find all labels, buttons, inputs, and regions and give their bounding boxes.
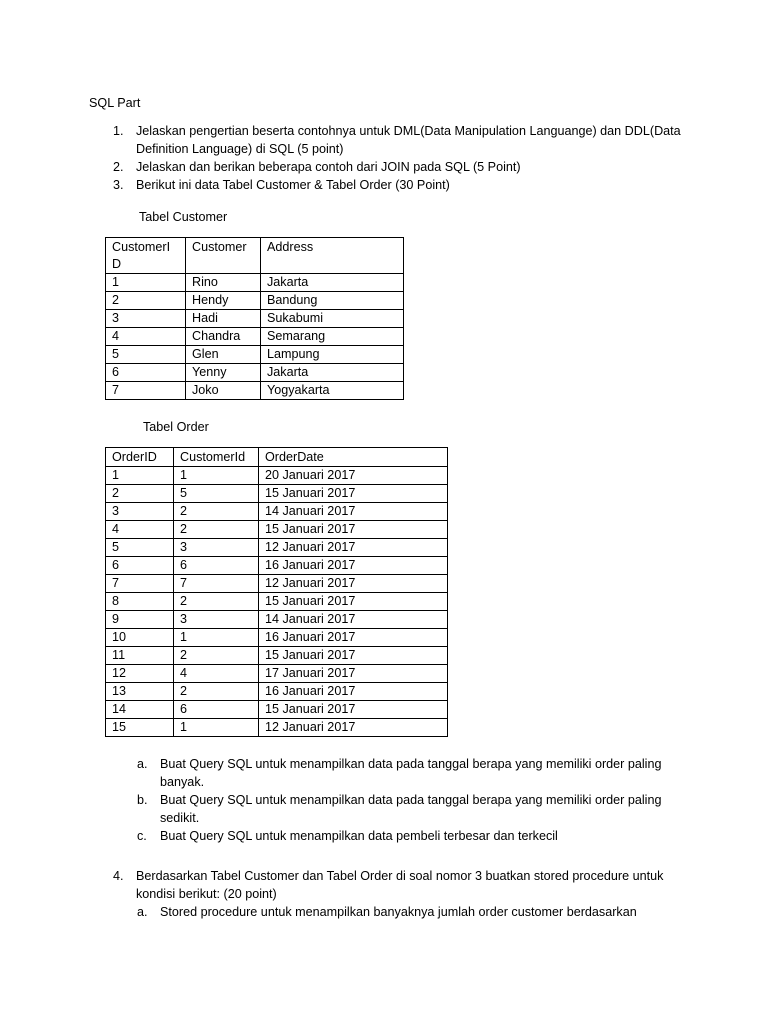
cell-customerid: 2 (174, 503, 259, 521)
cell-orderdate: 17 Januari 2017 (259, 665, 448, 683)
header-cell-orderdate: OrderDate (259, 448, 448, 467)
cell-customer: Hadi (186, 310, 261, 328)
table-header-row (106, 238, 404, 274)
cell-orderid: 2 (106, 485, 174, 503)
question-text: Jelaskan pengertian beserta contohnya untuk DML(Data Manipulation Languange) dan DDL(Data Definition Language) di SQL (5 point) (136, 124, 681, 156)
question-item (113, 158, 693, 176)
cell-customerid: 1 (174, 719, 259, 737)
question-text: Jelaskan dan berikan beberapa contoh dari JOIN pada SQL (5 Point) (136, 160, 521, 174)
cell-customerid: 6 (106, 364, 186, 382)
cell-customerid: 6 (174, 557, 259, 575)
cell-customerid: 2 (174, 683, 259, 701)
cell-orderid: 10 (106, 629, 174, 647)
cell-orderdate: 15 Januari 2017 (259, 701, 448, 719)
cell-orderdate: 14 Januari 2017 (259, 611, 448, 629)
cell-orderid: 13 (106, 683, 174, 701)
header-cell-orderid: OrderID (106, 448, 174, 467)
cell-orderdate: 16 Januari 2017 (259, 557, 448, 575)
customer-table-body (106, 274, 404, 400)
subquestion-item (137, 791, 697, 827)
cell-orderdate: 15 Januari 2017 (259, 647, 448, 665)
cell-orderdate: 15 Januari 2017 (259, 485, 448, 503)
cell-orderid: 7 (106, 575, 174, 593)
cell-orderid: 11 (106, 647, 174, 665)
cell-orderdate: 12 Januari 2017 (259, 719, 448, 737)
table-row (106, 364, 404, 382)
table-row (106, 467, 448, 485)
cell-customerid: 6 (174, 701, 259, 719)
cell-customer: Rino (186, 274, 261, 292)
table-row (106, 593, 448, 611)
cell-address: Lampung (261, 346, 404, 364)
cell-orderdate: 16 Januari 2017 (259, 629, 448, 647)
question-number: 2. (113, 160, 124, 174)
cell-customerid: 3 (106, 310, 186, 328)
table-row (106, 575, 448, 593)
table-row (106, 557, 448, 575)
cell-address: Jakarta (261, 274, 404, 292)
cell-orderdate: 12 Januari 2017 (259, 575, 448, 593)
cell-address: Yogyakarta (261, 382, 404, 400)
cell-customer: Joko (186, 382, 261, 400)
cell-orderdate: 20 Januari 2017 (259, 467, 448, 485)
cell-orderdate: 15 Januari 2017 (259, 593, 448, 611)
question-text: Berdasarkan Tabel Customer dan Tabel Order di soal nomor 3 buatkan stored procedure untuk kondisi berikut: (20 point) (136, 869, 664, 901)
question-item (113, 176, 693, 194)
cell-orderid: 14 (106, 701, 174, 719)
order-table (105, 447, 448, 737)
cell-orderdate: 15 Januari 2017 (259, 521, 448, 539)
cell-customerid: 1 (174, 467, 259, 485)
cell-address: Jakarta (261, 364, 404, 382)
cell-orderid: 4 (106, 521, 174, 539)
cell-orderid: 15 (106, 719, 174, 737)
cell-orderdate: 16 Januari 2017 (259, 683, 448, 701)
cell-customerid: 3 (174, 539, 259, 557)
customer-table-caption: Tabel Customer (139, 210, 228, 224)
table-row (106, 647, 448, 665)
table-row (106, 274, 404, 292)
cell-customerid: 5 (174, 485, 259, 503)
cell-orderid: 8 (106, 593, 174, 611)
table-row (106, 521, 448, 539)
question-item (113, 122, 693, 158)
cell-customerid: 5 (106, 346, 186, 364)
question3-subquestion-list (137, 755, 697, 845)
question-number: 4. (113, 869, 124, 883)
cell-customerid: 2 (174, 647, 259, 665)
customer-table (105, 237, 404, 400)
cell-customerid: 1 (174, 629, 259, 647)
cell-customer: Chandra (186, 328, 261, 346)
cell-customerid: 7 (106, 382, 186, 400)
order-table-body (106, 467, 448, 737)
cell-orderdate: 12 Januari 2017 (259, 539, 448, 557)
subquestion-letter: a. (137, 905, 148, 919)
table-row (106, 611, 448, 629)
cell-address: Bandung (261, 292, 404, 310)
question4-block (113, 867, 693, 921)
subquestion-item (137, 755, 697, 791)
question4-subquestion-list (137, 903, 677, 921)
header-cell-customerid: CustomerId (174, 448, 259, 467)
cell-customerid: 4 (106, 328, 186, 346)
cell-customerid: 2 (174, 593, 259, 611)
header-cell-customerid: CustomerID (106, 238, 186, 274)
table-row (106, 328, 404, 346)
order-table-caption: Tabel Order (143, 420, 209, 434)
cell-customerid: 7 (174, 575, 259, 593)
cell-orderid: 5 (106, 539, 174, 557)
table-row (106, 503, 448, 521)
cell-orderid: 9 (106, 611, 174, 629)
table-row (106, 346, 404, 364)
section-title: SQL Part (89, 96, 141, 110)
cell-customerid: 4 (174, 665, 259, 683)
question-text: Berikut ini data Tabel Customer & Tabel Order (30 Point) (136, 178, 450, 192)
question-list (113, 122, 693, 194)
table-row (106, 719, 448, 737)
subquestion-text: Buat Query SQL untuk menampilkan data pembeli terbesar dan terkecil (160, 829, 558, 843)
table-row (106, 485, 448, 503)
question-item (113, 867, 693, 903)
subquestion-letter: c. (137, 829, 147, 843)
subquestion-text: Buat Query SQL untuk menampilkan data pada tanggal berapa yang memiliki order paling sedikit. (160, 793, 662, 825)
table-row (106, 665, 448, 683)
subquestion-item (137, 827, 697, 845)
cell-customer: Yenny (186, 364, 261, 382)
subquestion-item (137, 903, 677, 921)
subquestion-letter: b. (137, 793, 148, 807)
table-row (106, 310, 404, 328)
subquestion-text: Buat Query SQL untuk menampilkan data pada tanggal berapa yang memiliki order paling banyak. (160, 757, 662, 789)
table-row (106, 539, 448, 557)
question-number: 1. (113, 124, 124, 138)
question-number: 3. (113, 178, 124, 192)
subquestion-text: Stored procedure untuk menampilkan banyaknya jumlah order customer berdasarkan (160, 905, 637, 919)
cell-customer: Hendy (186, 292, 261, 310)
header-cell-customer: Customer (186, 238, 261, 274)
cell-orderid: 12 (106, 665, 174, 683)
cell-address: Sukabumi (261, 310, 404, 328)
cell-customerid: 2 (174, 521, 259, 539)
subquestion-letter: a. (137, 757, 148, 771)
cell-orderid: 3 (106, 503, 174, 521)
header-cell-address: Address (261, 238, 404, 274)
table-row (106, 629, 448, 647)
cell-address: Semarang (261, 328, 404, 346)
cell-orderdate: 14 Januari 2017 (259, 503, 448, 521)
table-row (106, 292, 404, 310)
table-row (106, 683, 448, 701)
cell-customerid: 1 (106, 274, 186, 292)
table-row (106, 701, 448, 719)
cell-customerid: 3 (174, 611, 259, 629)
cell-customer: Glen (186, 346, 261, 364)
table-row (106, 382, 404, 400)
table-header-row (106, 448, 448, 467)
cell-orderid: 6 (106, 557, 174, 575)
cell-orderid: 1 (106, 467, 174, 485)
cell-customerid: 2 (106, 292, 186, 310)
